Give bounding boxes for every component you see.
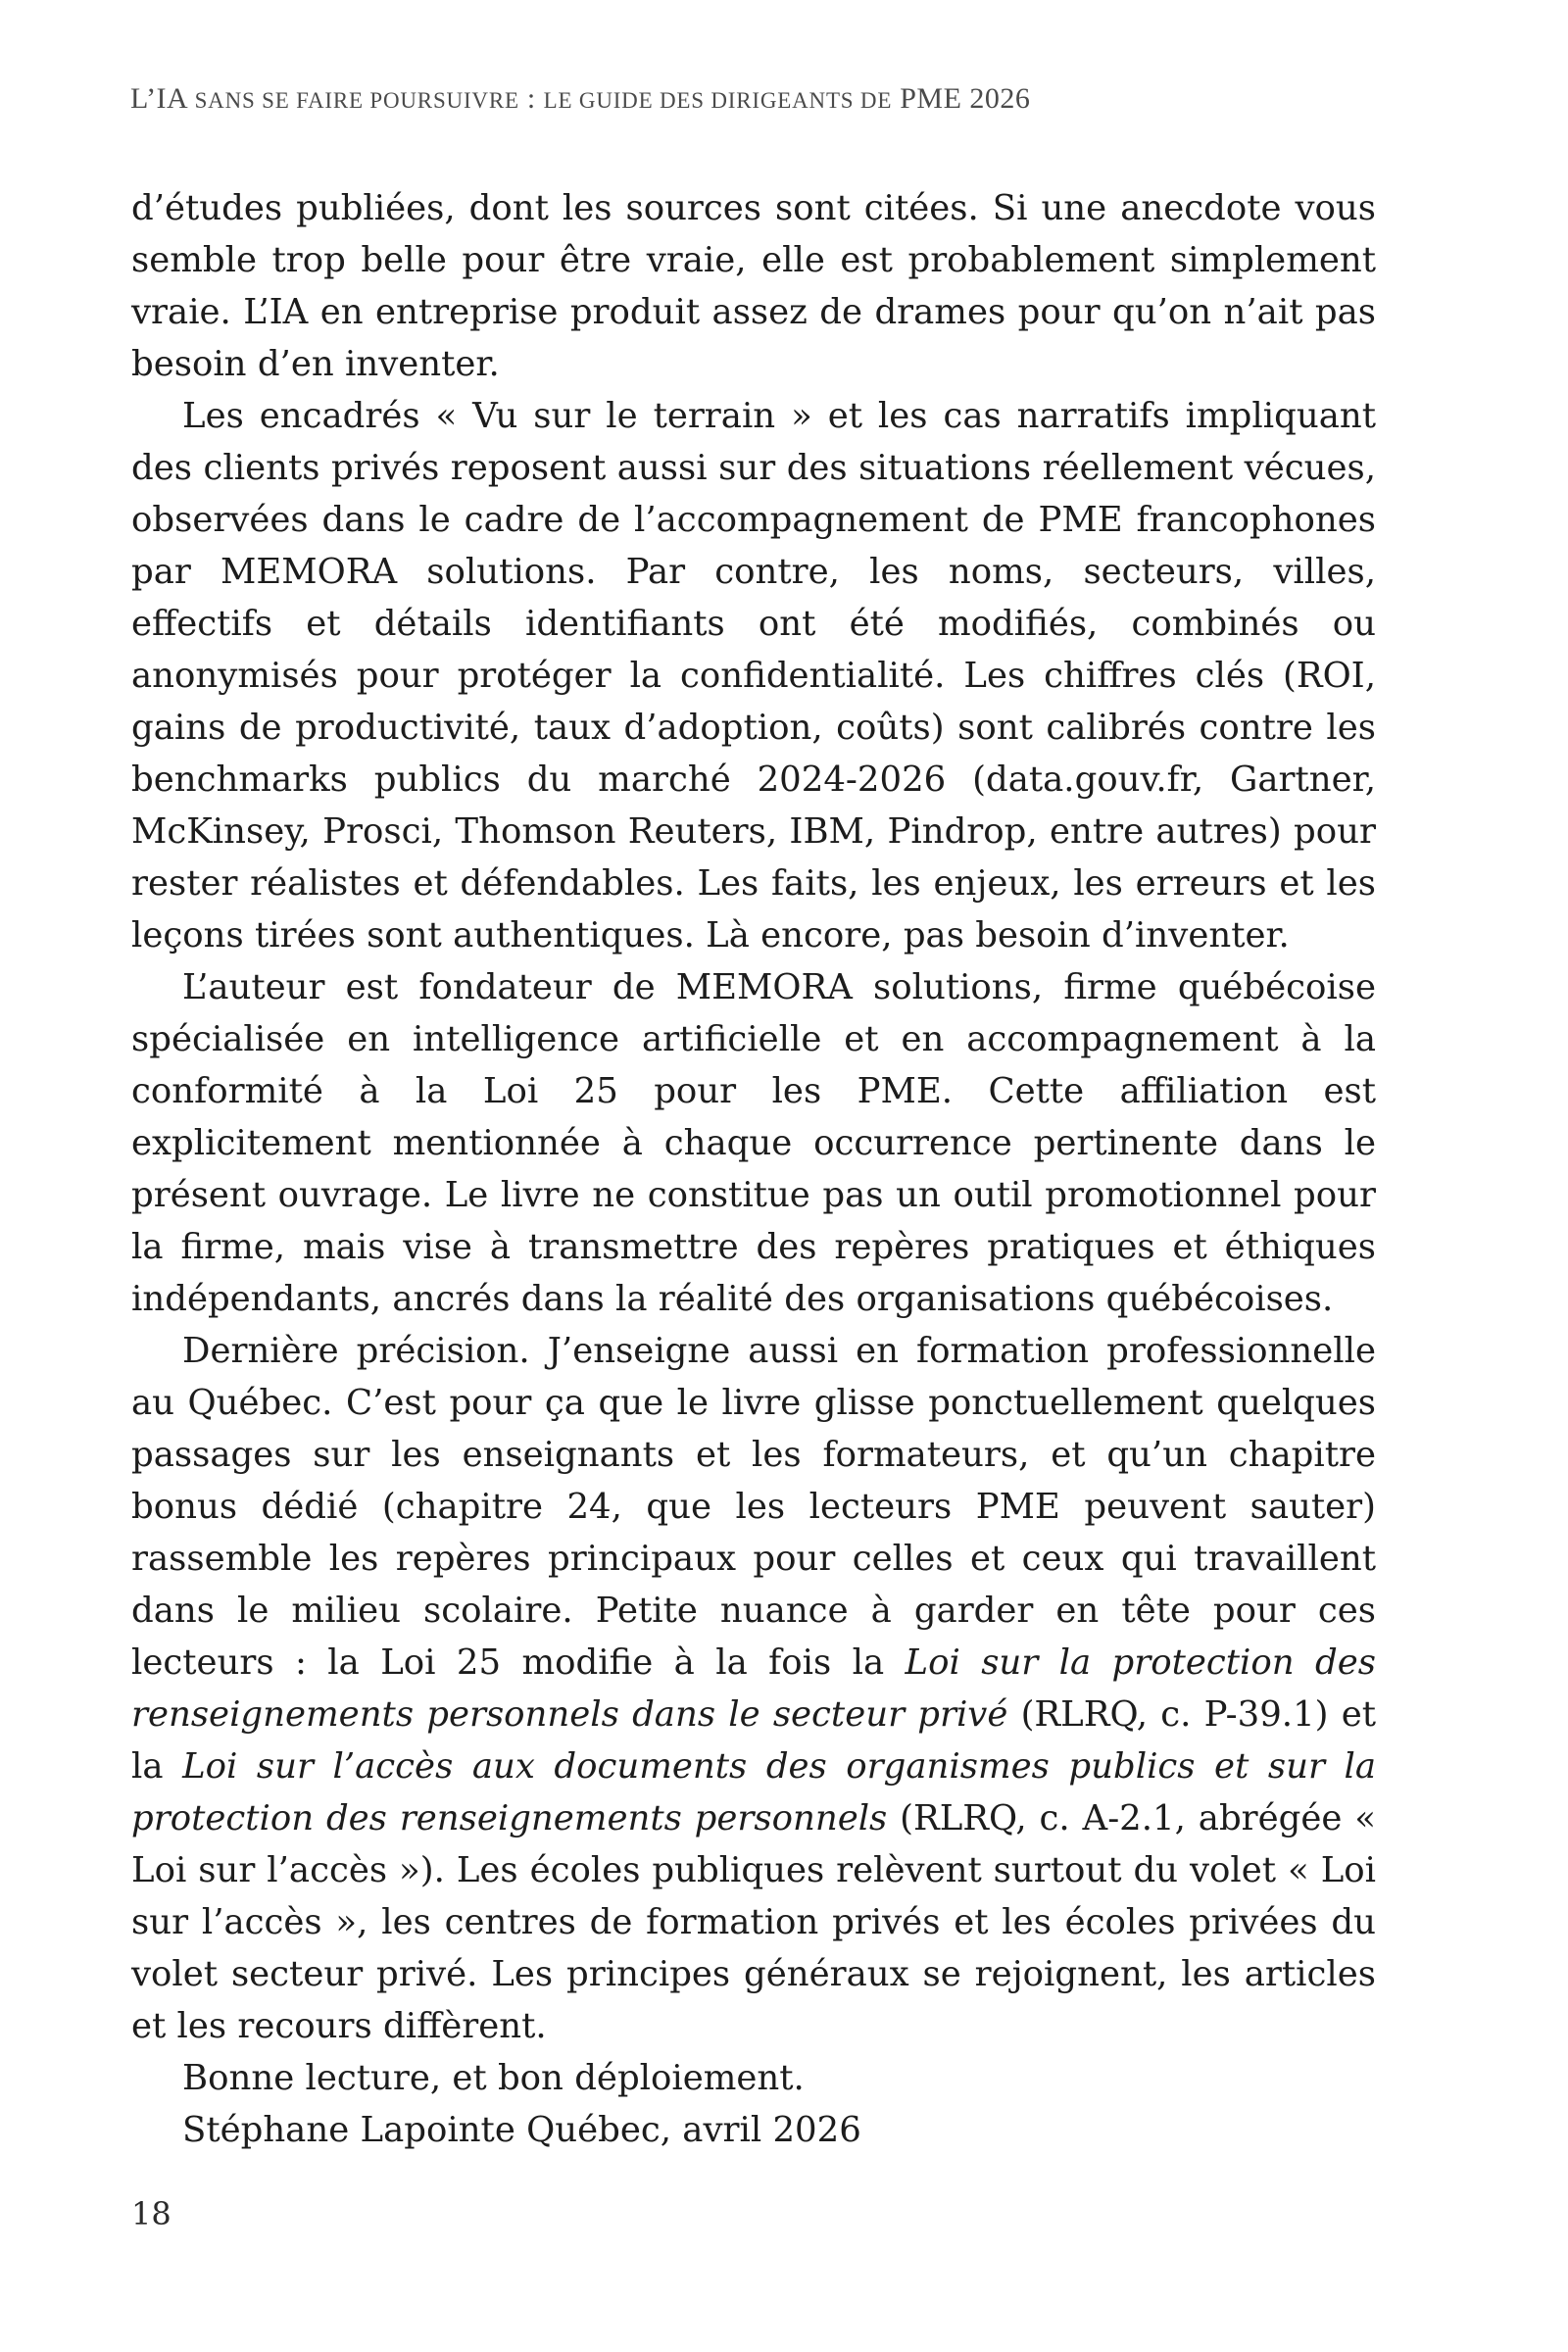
running-header-part5: PME 2026 <box>892 82 1031 115</box>
page-number: 18 <box>131 2195 172 2232</box>
signature-line: Stéphane Lapointe Québec, avril 2026 <box>182 2110 861 2150</box>
body-text <box>131 182 1376 2156</box>
paragraph-4 <box>131 1325 1376 2052</box>
closing-line: Bonne lecture, et bon déploiement. <box>182 2058 805 2098</box>
paragraph-1: d’études publiées, dont les sources sont citées. Si une anecdote vous semble trop belle pour être vraie, elle est probablement simplement vraie. L’IA en entreprise produit assez de drames pour qu’on n’ait pas besoin d’en inventer. <box>131 188 1376 384</box>
running-header-part4: LE GUIDE DES DIRIGEANTS DE <box>543 88 893 113</box>
running-header <box>130 82 1030 116</box>
running-header-part3: : <box>518 82 544 115</box>
running-header-part1: L’IA <box>130 82 187 115</box>
law-title-private-sector: Loi sur la protection des renseignements personnels dans le secteur privé <box>131 1642 1376 1735</box>
paragraph-3: L’auteur est fondateur de MEMORA solutions, firme québécoise spécialisée en intelligence artificielle et en accompagnement à la conformité à la Loi 25 pour les PME. Cette affiliation est explicitement mentionnée à chaque occurrence pertinente dans le présent ouvrage. Le livre ne constitue pas un outil promotionnel pour la firme, mais vise à transmettre des repères pratiques et éthiques indépendants, ancrés dans la réalité des organisations québécoises. <box>131 967 1376 1319</box>
paragraph-4-text-a: Dernière précision. J’enseigne aussi en formation professionnelle au Québec. C’est pour ça que le livre glisse ponctuellement quelques passages sur les enseignants et les formateurs, et qu’un chapitre bonus dédié (chapitre 24, que les lecteurs PME peuvent sauter) rassemble les repères principaux pour celles et ceux qui travaillent dans le milieu scolaire. Petite nuance à garder en tête pour ces lecteurs : la Loi 25 modifie à la fois la <box>131 1331 1376 1683</box>
paragraph-4-text-c: (RLRQ, c. P-39.1) et la <box>131 1694 1376 1787</box>
paragraph-4-text-e: (RLRQ, c. A-2.1, abrégée « Loi sur l’accès »). Les écoles publiques relèvent surtout du volet « Loi sur l’accès », les centres de formation privés et les écoles privées du volet secteur privé. Les principes généraux se rejoignent, les articles et les recours diffèrent. <box>131 1798 1376 2046</box>
law-title-access: Loi sur l’accès aux documents des organismes publics et sur la protection des renseignements personnels <box>131 1746 1376 1838</box>
running-header-part2: SANS SE FAIRE POURSUIVRE <box>194 88 519 113</box>
paragraph-2: Les encadrés « Vu sur le terrain » et les cas narratifs impliquant des clients privés reposent aussi sur des situations réellement vécues, observées dans le cadre de l’accompagnement de PME francophones par MEMORA solutions. Par contre, les noms, secteurs, villes, effectifs et détails identifiants ont été modifiés, combinés ou anonymisés pour protéger la confidentialité. Les chiffres clés (ROI, gains de productivité, taux d’adoption, coûts) sont calibrés contre les benchmarks publics du marché 2024-2026 (data.gouv.fr, Gartner, McKinsey, Prosci, Thomson Reuters, IBM, Pindrop, entre autres) pour rester réalistes et défendables. Les faits, les enjeux, les erreurs et les leçons tirées sont authentiques. Là encore, pas besoin d’inventer. <box>131 396 1376 956</box>
